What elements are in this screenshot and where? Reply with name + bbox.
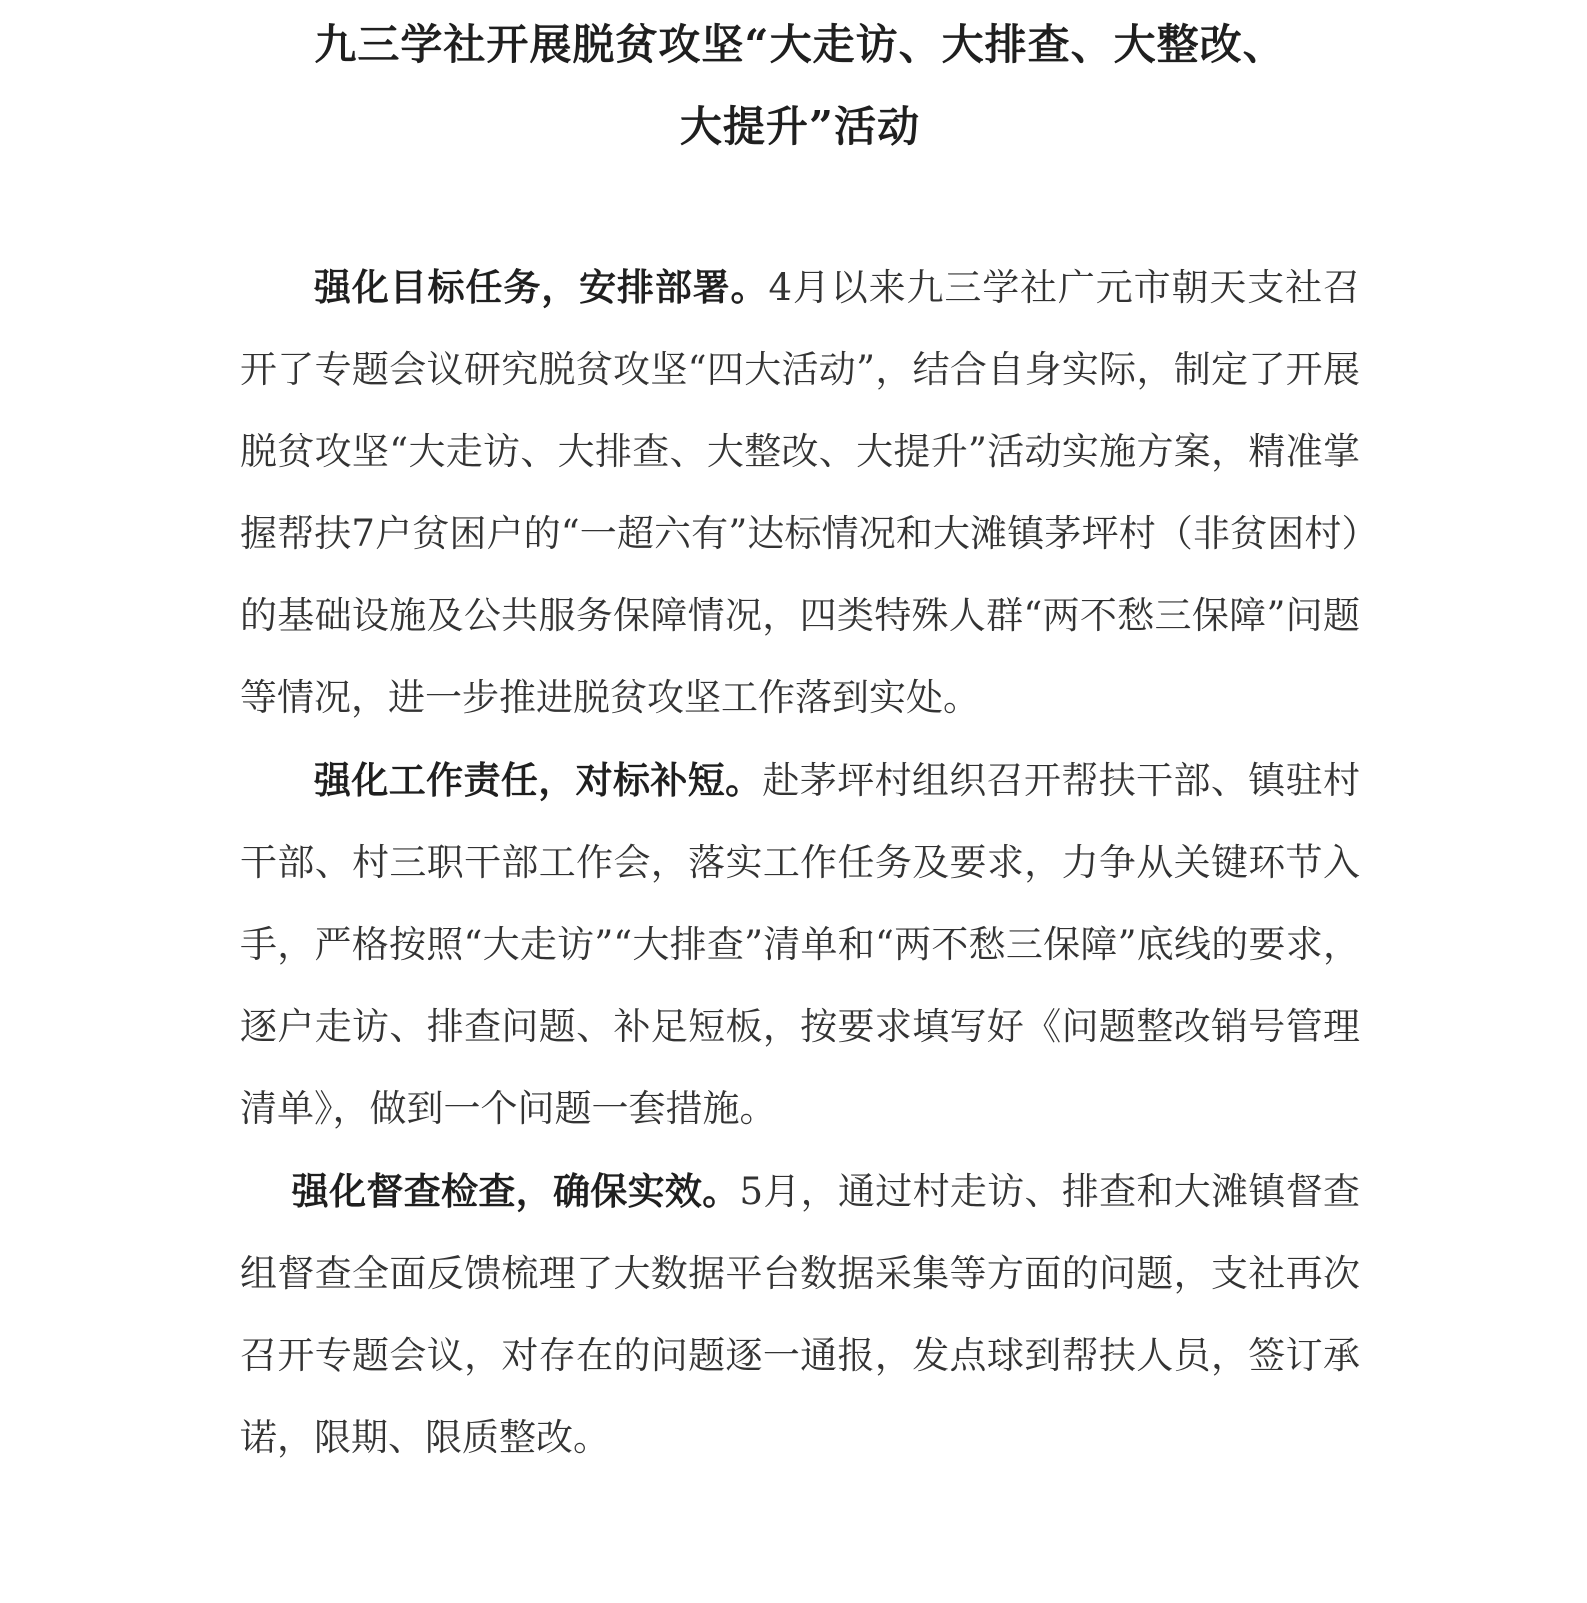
paragraph-1: [240, 246, 1360, 739]
paragraph-3: [240, 1150, 1360, 1479]
paragraph-lead: 强化工作责任，对标补短。: [314, 758, 763, 802]
paragraph-lead: 强化督查检查，确保实效。: [291, 1169, 740, 1213]
document-title: [240, 4, 1360, 168]
paragraph-2: [240, 739, 1360, 1150]
paragraph-text: 赴茅坪村组织召开帮扶干部、镇驻村干部、村三职干部工作会，落实工作任务及要求，力争从关键环节入手，严格按照“大走访”“大排查”清单和“两不愁三保障”底线的要求，逐户走访、排查问题、补足短板，按要求填写好《问题整改销号管理清单》，做到一个问题一套措施。: [240, 759, 1361, 1130]
title-line-1: 九三学社开展脱贫攻坚“大走访、大排查、大整改、: [314, 20, 1286, 69]
document-body: [240, 246, 1360, 1479]
paragraph-lead: 强化目标任务，安排部署。: [314, 265, 769, 309]
paragraph-text: 4月以来九三学社广元市朝天支社召开了专题会议研究脱贫攻坚“四大活动”，结合自身实际，制定了开展脱贫攻坚“大走访、大排查、大整改、大提升”活动实施方案，精准掌握帮扶7户贫困户的“一超六有”达标情况和大滩镇茅坪村（非贫困村）的基础设施及公共服务保障情况，四类特殊人群“两不愁三保障”问题等情况，进一步推进脱贫攻坚工作落到实处。: [240, 266, 1361, 719]
title-line-2: 大提升”活动: [679, 102, 921, 151]
paragraph-text: 5月，通过村走访、排查和大滩镇督查组督查全面反馈梳理了大数据平台数据采集等方面的问题，支社再次召开专题会议，对存在的问题逐一通报，发点球到帮扶人员，签订承诺，限期、限质整改。: [240, 1170, 1361, 1459]
